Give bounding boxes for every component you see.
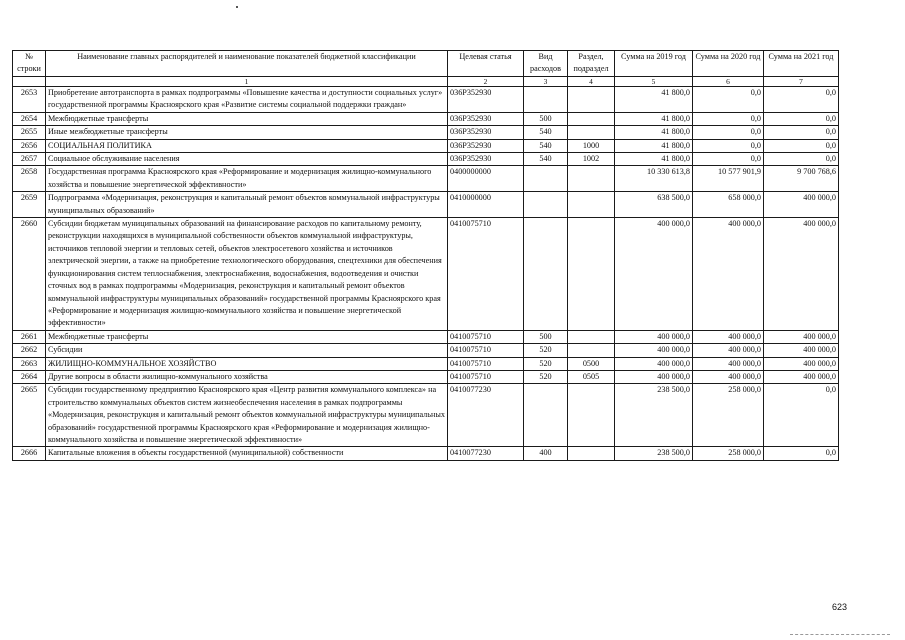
row-sum-2021: 0,0: [764, 87, 839, 113]
row-target-article: 0410075710: [448, 218, 524, 331]
row-expense-type: 540: [524, 139, 568, 152]
scan-speck: [236, 6, 238, 8]
row-number: 2661: [13, 330, 46, 343]
row-sum-2020: 258 000,0: [693, 447, 764, 460]
row-sum-2019: 41 800,0: [615, 126, 693, 139]
header-sum-2020: Сумма на 2020 год: [693, 51, 764, 77]
row-section: [568, 192, 615, 218]
row-sum-2021: 0,0: [764, 139, 839, 152]
row-number: 2655: [13, 126, 46, 139]
table-row: [13, 153, 839, 166]
column-number-row: [13, 77, 839, 87]
row-sum-2019: 41 800,0: [615, 153, 693, 166]
row-name: СОЦИАЛЬНАЯ ПОЛИТИКА: [46, 139, 448, 152]
row-name: Государственная программа Красноярского края «Реформирование и модернизация жилищно-коммунального хозяйства и повышение энергетической эффективности»: [46, 166, 448, 192]
header-sum-2021: Сумма на 2021 год: [764, 51, 839, 77]
row-sum-2021: 400 000,0: [764, 330, 839, 343]
row-number: 2653: [13, 87, 46, 113]
row-expense-type: [524, 384, 568, 447]
row-expense-type: [524, 192, 568, 218]
row-section: 0505: [568, 370, 615, 383]
row-name: Другие вопросы в области жилищно-коммунального хозяйства: [46, 370, 448, 383]
table-row: [13, 384, 839, 447]
row-target-article: 0410075710: [448, 330, 524, 343]
row-number: 2657: [13, 153, 46, 166]
row-target-article: 0400000000: [448, 166, 524, 192]
row-target-article: 036P352930: [448, 139, 524, 152]
row-expense-type: [524, 166, 568, 192]
row-sum-2020: 258 000,0: [693, 384, 764, 447]
column-number: 1: [46, 77, 448, 87]
row-number: 2660: [13, 218, 46, 331]
column-number: 3: [524, 77, 568, 87]
row-sum-2019: 10 330 613,8: [615, 166, 693, 192]
row-sum-2019: 41 800,0: [615, 87, 693, 113]
table-row: [13, 87, 839, 113]
row-sum-2021: 9 700 768,6: [764, 166, 839, 192]
row-name: Социальное обслуживание населения: [46, 153, 448, 166]
row-sum-2020: 400 000,0: [693, 330, 764, 343]
row-target-article: 0410075710: [448, 357, 524, 370]
row-target-article: 036P352930: [448, 112, 524, 125]
row-sum-2021: 400 000,0: [764, 192, 839, 218]
row-name: Субсидии государственному предприятию Красноярского края «Центр развития коммунального комплекса» на строительство коммунальных объектов систем жизнеобеспечения населения в рамках подпрограммы «Модернизация, реконструкция и капитальный ремонт объектов коммунальной инфраструктуры муниципальных образований» государственной программы Красноярского края «Реформирование и модернизация жилищно-коммунального хозяйства и повышение энергетической эффективности»: [46, 384, 448, 447]
row-number: 2665: [13, 384, 46, 447]
footer-line: [790, 634, 890, 636]
row-target-article: 0410077230: [448, 384, 524, 447]
row-sum-2019: 41 800,0: [615, 139, 693, 152]
column-number: 6: [693, 77, 764, 87]
row-expense-type: 500: [524, 330, 568, 343]
table-row: [13, 357, 839, 370]
row-number: 2666: [13, 447, 46, 460]
row-sum-2020: 400 000,0: [693, 218, 764, 331]
row-number: 2663: [13, 357, 46, 370]
row-sum-2019: 400 000,0: [615, 370, 693, 383]
column-number: 4: [568, 77, 615, 87]
table-header-row: [13, 51, 839, 77]
row-sum-2021: 400 000,0: [764, 370, 839, 383]
column-number: 7: [764, 77, 839, 87]
row-number: 2659: [13, 192, 46, 218]
row-expense-type: 400: [524, 447, 568, 460]
row-number: 2664: [13, 370, 46, 383]
row-section: [568, 87, 615, 113]
row-sum-2019: 638 500,0: [615, 192, 693, 218]
row-number: 2662: [13, 344, 46, 357]
row-section: [568, 218, 615, 331]
row-target-article: 0410000000: [448, 192, 524, 218]
row-name: Межбюджетные трансферты: [46, 330, 448, 343]
row-name: Капитальные вложения в объекты государственной (муниципальной) собственности: [46, 447, 448, 460]
table-row: [13, 344, 839, 357]
row-sum-2019: 400 000,0: [615, 344, 693, 357]
table-row: [13, 126, 839, 139]
row-sum-2021: 400 000,0: [764, 218, 839, 331]
row-section: [568, 344, 615, 357]
row-section: [568, 447, 615, 460]
column-number: [13, 77, 46, 87]
row-number: 2654: [13, 112, 46, 125]
row-sum-2020: 400 000,0: [693, 344, 764, 357]
row-expense-type: 500: [524, 112, 568, 125]
row-target-article: 0410077230: [448, 447, 524, 460]
row-sum-2019: 400 000,0: [615, 357, 693, 370]
row-sum-2020: 400 000,0: [693, 357, 764, 370]
row-sum-2020: 658 000,0: [693, 192, 764, 218]
row-expense-type: [524, 218, 568, 331]
row-section: 0500: [568, 357, 615, 370]
column-number: 5: [615, 77, 693, 87]
table-row: [13, 112, 839, 125]
budget-table: [12, 50, 839, 461]
table-row: [13, 166, 839, 192]
header-name: Наименование главных распорядителей и наименование показателей бюджетной классификации: [46, 51, 448, 77]
row-sum-2019: 400 000,0: [615, 330, 693, 343]
header-target-article: Целевая статья: [448, 51, 524, 77]
row-sum-2020: 0,0: [693, 153, 764, 166]
row-sum-2021: 400 000,0: [764, 344, 839, 357]
header-row-number: № строки: [13, 51, 46, 77]
row-expense-type: 540: [524, 126, 568, 139]
row-name: Приобретение автотранспорта в рамках подпрограммы «Повышение качества и доступности социальных услуг» государственной программы Красноярского края «Развитие системы социальной поддержки граждан»: [46, 87, 448, 113]
table-row: [13, 192, 839, 218]
row-sum-2020: 10 577 901,9: [693, 166, 764, 192]
row-expense-type: 540: [524, 153, 568, 166]
row-section: [568, 330, 615, 343]
row-sum-2021: 0,0: [764, 126, 839, 139]
row-number: 2658: [13, 166, 46, 192]
row-section: [568, 384, 615, 447]
row-sum-2019: 400 000,0: [615, 218, 693, 331]
row-target-article: 036P352930: [448, 126, 524, 139]
row-section: [568, 126, 615, 139]
row-expense-type: 520: [524, 357, 568, 370]
row-name: Субсидии бюджетам муниципальных образований на финансирование расходов по капитальному ремонту, реконструкции находящихся в муниципальной собственности объектов коммунальной инфраструктуры, источников тепловой энергии и тепловых сетей, объектов электросетевого хозяйства и источников электрической энергии, а также на приобретение технологического оборудования, спецтехники для обеспечения функционирования систем теплоснабжения, электроснабжения, водоснабжения, водоотведения и очистки сточных вод в рамках подпрограммы «Модернизация, реконструкция и капитальный ремонт объектов коммунальной инфраструктуры муниципальных образований» государственной программы Красноярского края «Реформирование и модернизация жилищно-коммунального хозяйства и повышение энергетической эффективности»: [46, 218, 448, 331]
row-name: Субсидии: [46, 344, 448, 357]
row-sum-2020: 400 000,0: [693, 370, 764, 383]
column-number: 2: [448, 77, 524, 87]
page-number: 623: [832, 602, 848, 612]
row-target-article: 036P352930: [448, 87, 524, 113]
row-name: Межбюджетные трансферты: [46, 112, 448, 125]
row-section: 1002: [568, 153, 615, 166]
row-sum-2019: 238 500,0: [615, 384, 693, 447]
row-sum-2020: 0,0: [693, 112, 764, 125]
table-row: [13, 447, 839, 460]
row-sum-2019: 238 500,0: [615, 447, 693, 460]
header-sum-2019: Сумма на 2019 год: [615, 51, 693, 77]
row-number: 2656: [13, 139, 46, 152]
header-section: Раздел, подраздел: [568, 51, 615, 77]
row-name: Иные межбюджетные трансферты: [46, 126, 448, 139]
row-sum-2021: 0,0: [764, 112, 839, 125]
row-expense-type: [524, 87, 568, 113]
row-sum-2021: 0,0: [764, 447, 839, 460]
row-target-article: 0410075710: [448, 344, 524, 357]
row-sum-2019: 41 800,0: [615, 112, 693, 125]
table-row: [13, 370, 839, 383]
row-sum-2020: 0,0: [693, 87, 764, 113]
row-section: 1000: [568, 139, 615, 152]
row-sum-2020: 0,0: [693, 139, 764, 152]
row-sum-2021: 400 000,0: [764, 357, 839, 370]
row-name: Подпрограмма «Модернизация, реконструкция и капитальный ремонт объектов коммунальной инфраструктуры муниципальных образований»: [46, 192, 448, 218]
row-target-article: 0410075710: [448, 370, 524, 383]
table-row: [13, 218, 839, 331]
row-sum-2021: 0,0: [764, 153, 839, 166]
row-target-article: 036P352930: [448, 153, 524, 166]
row-section: [568, 112, 615, 125]
header-expense-type: Вид расходов: [524, 51, 568, 77]
row-sum-2021: 0,0: [764, 384, 839, 447]
row-expense-type: 520: [524, 344, 568, 357]
row-name: ЖИЛИЩНО-КОММУНАЛЬНОЕ ХОЗЯЙСТВО: [46, 357, 448, 370]
table-row: [13, 330, 839, 343]
row-section: [568, 166, 615, 192]
table-row: [13, 139, 839, 152]
row-expense-type: 520: [524, 370, 568, 383]
row-sum-2020: 0,0: [693, 126, 764, 139]
